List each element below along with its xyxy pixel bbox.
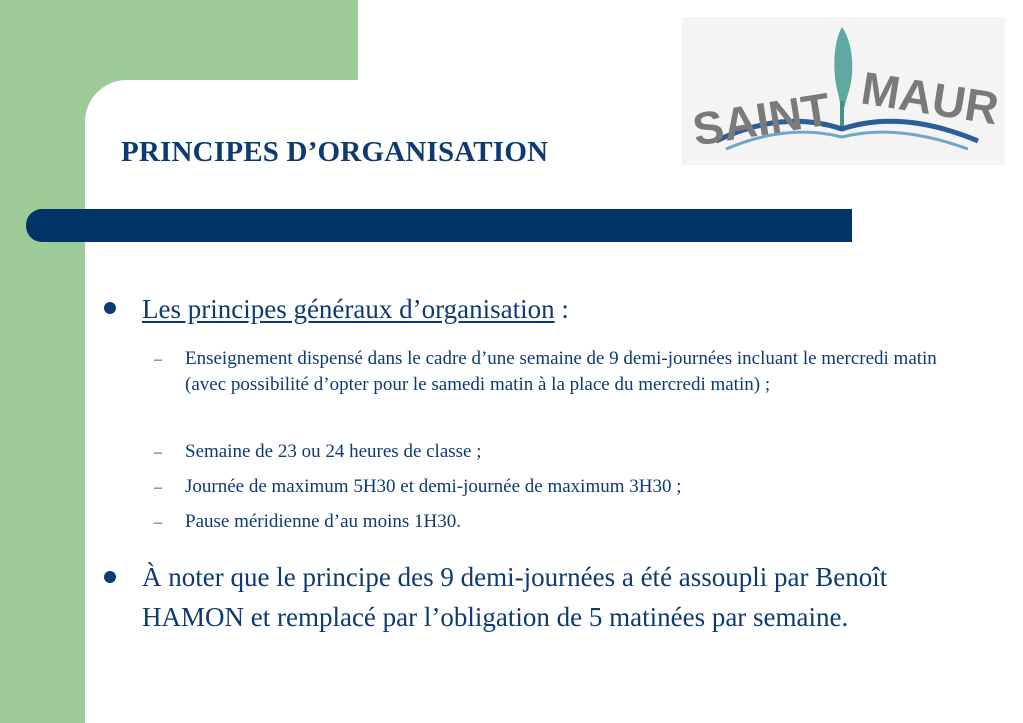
subitem-4: Pause méridienne d’au moins 1H30. — [185, 511, 461, 532]
dash-icon: – — [154, 444, 162, 461]
slide-title: PRINCIPES D’ORGANISATION — [121, 136, 549, 168]
subitem-3: Journée de maximum 5H30 et demi-journée de maximum 3H30 ; — [185, 476, 682, 497]
saint-maur-logo — [682, 17, 1005, 165]
logo-word-left: SAINT — [689, 82, 834, 156]
dash-icon: – — [154, 351, 162, 368]
bullet-icon — [104, 302, 116, 314]
bullet-note: À noter que le principe des 9 demi-journées a été assoupli par Benoît HAMON et remplacé par l’obligation de 5 matinées par semaine. — [142, 562, 888, 632]
dash-icon: – — [154, 514, 162, 531]
title-underline-bar — [26, 209, 852, 242]
principles-heading: Les principes généraux d’organisation — [142, 294, 555, 324]
dash-icon: – — [154, 479, 162, 496]
subitem-2: Semaine de 23 ou 24 heures de classe ; — [185, 441, 482, 462]
subitem-1: Enseignement dispensé dans le cadre d’une semaine de 9 demi-journées incluant le mercredi matin (avec possibilité d’opter pour le samedi matin à la place du mercredi matin) ; — [185, 348, 937, 395]
logo-word-right: MAUR — [857, 61, 1003, 135]
saint-maur-logo-icon — [682, 17, 1005, 165]
principles-colon: : — [554, 294, 569, 324]
bullet-principles — [142, 290, 569, 329]
tree-trunk-icon — [840, 101, 844, 129]
bullet-icon — [104, 571, 116, 583]
